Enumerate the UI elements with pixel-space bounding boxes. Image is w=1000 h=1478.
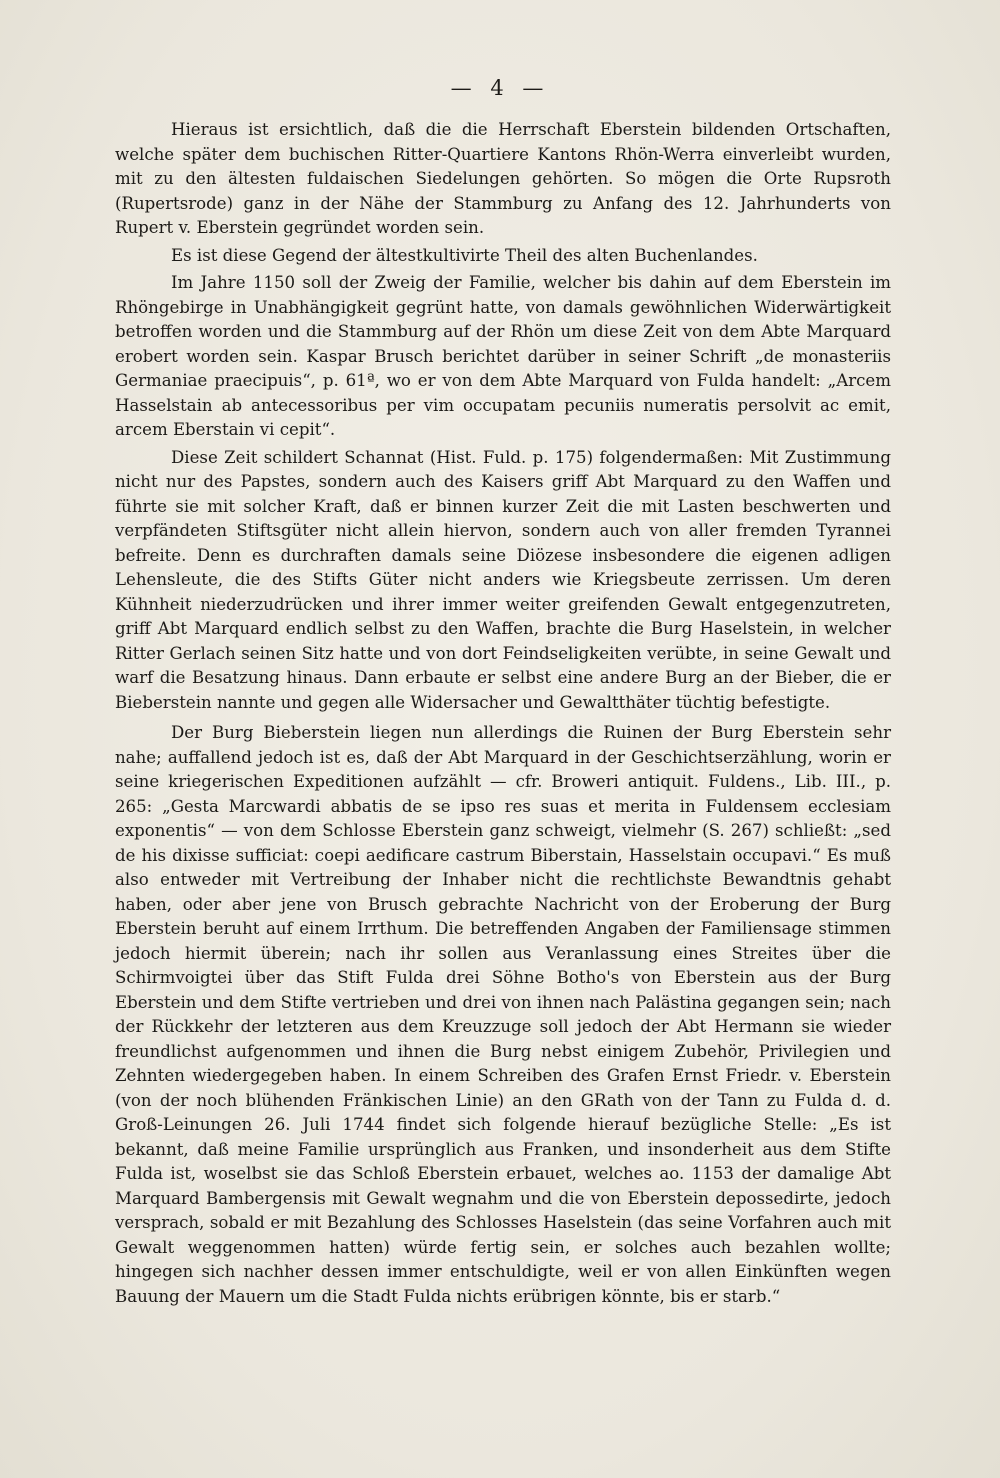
paragraph-2: Es ist diese Gegend der ältestkultivirte Theil des alten Buchenlandes.	[171, 245, 758, 265]
paragraph-1: Hieraus ist ersichtlich, daß die die Herrschaft Eberstein bildenden Ortschaften, welche später dem buchischen Ritter-Quartiere Kantons Rhön-Werra einverleibt wurden, mit zu den ältesten fuldaischen Siedelungen gehörten. So mögen die Orte Rupsroth (Rupertsrode) ganz in der Nähe der Stammburg zu Anfang des 12. Jahrhunderts von Rupert v. Eberstein gegründet worden sein.	[115, 120, 891, 237]
paragraph-3: Im Jahre 1150 soll der Zweig der Familie, welcher bis dahin auf dem Eberstein im Rhöngebirge in Unabhängigkeit gegrünt hatte, von damals gewöhnlichen Widerwärtigkeit betroffen worden und die Stammburg auf der Rhön um diese Zeit von dem Abte Marquard erobert worden sein. Kaspar Brusch berichtet darüber in seiner Schrift „de monasteriis Germaniae praecipuis“, p. 61ª, wo er von dem Abte Marquard von Fulda handelt: „Arcem Hasselstain ab antecessoribus per vim occupatam pecuniis numeratis persolvit ac emit, arcem Eberstain vi cepit“.	[115, 273, 891, 439]
page-number: — 4 —	[450, 76, 550, 100]
body-text	[115, 118, 891, 1312]
paragraph-4: Diese Zeit schildert Schannat (Hist. Fuld. p. 175) folgendermaßen: Mit Zustimmung nicht nur des Papstes, sondern auch des Kaisers griff Abt Marquard zu den Waffen und führte sie mit solcher Kraft, daß er binnen kurzer Zeit die mit Lasten beschwerten und verpfändeten Stiftsgüter nicht allein hiervon, sondern auch von aller fremden Tyrannei befreite. Denn es durchraften damals seine Diözese insbesondere die eigenen adligen Lehensleute, die des Stifts Güter nicht anders wie Kriegsbeute zerrissen. Um deren Kühnheit niederzudrücken und ihrer immer weiter greifenden Gewalt entgegenzutreten, griff Abt Marquard endlich selbst zu den Waffen, brachte die Burg Haselstein, in welcher Ritter Gerlach seinen Sitz hatte und von dort Feindseligkeiten verübte, in seine Gewalt und warf die Besatzung hinaus. Dann erbaute er selbst eine andere Burg an der Bieber, die er Bieberstein nannte und gegen alle Widersacher und Gewaltthäter tüchtig befestigte.	[115, 447, 891, 712]
paragraph-5: Der Burg Bieberstein liegen nun allerdings die Ruinen der Burg Eberstein sehr nahe; auffallend jedoch ist es, daß der Abt Marquard in der Geschichtserzählung, worin er seine kriegerischen Expeditionen aufzählt — cfr. Broweri antiquit. Fuldens., Lib. III., p. 265: „Gesta Marcwardi abbatis de se ipso res suas et merita in Fuldensem ecclesiam exponentis“ — von dem Schlosse Eberstein ganz schweigt, vielmehr (S. 267) schließt: „sed de his dixisse sufficiat: coepi aedificare castrum Biberstain, Hasselstain occupavi.“ Es muß also entweder mit Vertreibung der Inhaber nicht die rechtlichste Bewandtnis gehabt haben, oder aber jene von Brusch gebrachte Nachricht von der Eroberung der Burg Eberstein beruht auf einem Irrthum. Die betreffenden Angaben der Familiensage stimmen jedoch hiermit überein; nach ihr sollen aus Veranlassung eines Streites über die Schirmvoigtei über das Stift Fulda drei Söhne Botho's von Eberstein aus der Burg Eberstein und dem Stifte vertrieben und drei von ihnen nach Palästina gegangen sein; nach der Rückkehr der letzteren aus dem Kreuzzuge soll jedoch der Abt Hermann sie wieder freundlichst aufgenommen und ihnen die Burg nebst einigem Zubehör, Privilegien und Zehnten wiedergegeben haben. In einem Schreiben des Grafen Ernst Friedr. v. Eberstein (von der noch blühenden Fränkischen Linie) an den GRath von der Tann zu Fulda d. d. Groß-Leinungen 26. Juli 1744 findet sich folgende hierauf bezügliche Stelle: „Es ist bekannt, daß meine Familie ursprünglich aus Franken, und insonderheit aus dem Stifte Fulda ist, woselbst sie das Schloß Eberstein erbauet, welches ao. 1153 der damalige Abt Marquard Bambergensis mit Gewalt wegnahm und die von Eberstein depossedirte, jedoch versprach, sobald er mit Bezahlung des Schlosses Haselstein (das seine Vorfahren auch mit Gewalt weggenommen hatten) würde fertig sein, er solches auch bezahlen wollte; hingegen sich nachher dessen immer entschuldigte, weil er von allen Einkünften wegen Bauung der Mauern um die Stadt Fulda nichts erübrigen könnte, bis er starb.“	[115, 723, 891, 1306]
